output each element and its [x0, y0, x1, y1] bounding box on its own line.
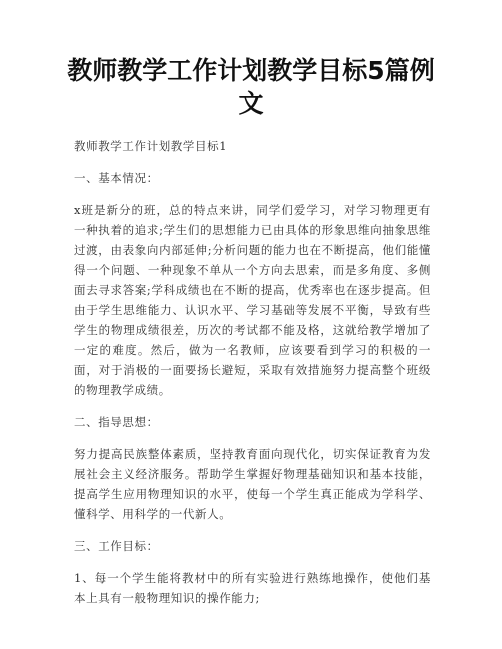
document-title: 教师教学工作计划教学目标5篇例文 — [67, 56, 435, 118]
paragraph-guiding-ideology: 努力提高民族整体素质，坚持教育面向现代化，切实保证教育为发展社会主义经济服务。帮助学生掌握好物理基础知识和基本技能，提高学生应用物理知识的水平，使每一个学生真正能成为学科学、懂科学、用科学的一代新人。 — [74, 447, 431, 521]
subheading-guiding-ideology: 二、指导思想： — [74, 415, 159, 429]
document-body — [74, 136, 431, 620]
section-heading: 教师教学工作计划教学目标1 — [74, 139, 228, 153]
paragraph-basic-situation: x班是新分的班，总的特点来讲，同学们爱学习，对学习物理更有一种执着的追求;学生们的思想能力已由具体的形象思维向抽象思维过渡，由表象向内部延伸;分析问题的能力也在不断提高，他们能懂得一个问题、一种现象不单从一个方向去思索，而是多角度、多侧面去寻求答案;学科成绩也在不断的提高，优秀率也在逐步提高。但由于学生思维能力、认识水平、学习基础等发展不平衡，导致有些学生的物理成绩很差，历次的考试都不能及格，这就给教学增加了一定的难度。然后，做为一名教师，应该要看到学习的积极的一面，对于消极的一面要扬长避短，采取有效措施努力提高整个班级的物理教学成绩。 — [74, 203, 431, 397]
subheading-basic-situation: 一、基本情况： — [74, 171, 159, 185]
subheading-work-goals: 三、工作目标： — [74, 539, 159, 553]
paragraph-work-goal-1: 1、每一个学生能将教材中的所有实验进行熟练地操作，使他们基本上具有一般物理知识的操作能力; — [74, 571, 431, 605]
